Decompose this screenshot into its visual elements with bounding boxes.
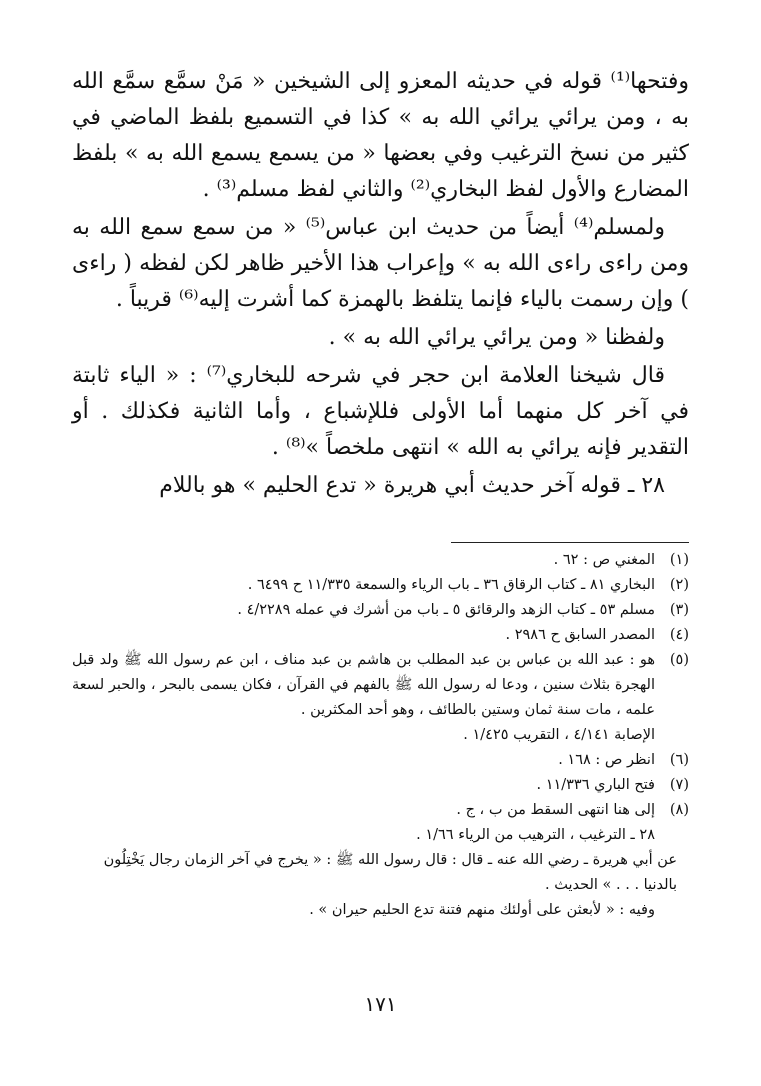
footnote-text: الإصابة ٤/١٤١ ، التقريب ١/٤٢٥ . <box>463 727 655 743</box>
appendix-line-2: وفيه : « لأبعثن على أولئك منهم فتنة تدع الحليم حيران » . <box>309 902 655 918</box>
footnote-number: (٣) <box>669 602 689 618</box>
footnote-number: (٧) <box>669 777 689 793</box>
footnote-text: هو : عبد الله بن عباس بن عبد المطلب بن هاشم بن عبد مناف ، ابن عم رسول الله ﷺ ولد قبل الهجرة بثلاث سنين ، ودعا له رسول الله ﷺ بالفهم في القرآن ، فكان يسمى بالبحر ، والحبر لسعة علمه ، مات سنة ثمان وستين بالطائف ، وهو أحد المكثرين . <box>72 652 655 718</box>
footnote-number: (٦) <box>669 752 689 768</box>
footnote-number: (١) <box>669 552 689 568</box>
appendix-line-1: عن أبي هريرة ـ رضي الله عنه ـ قال : قال رسول الله ﷺ : « يخرج في آخر الزمان رجال يَخْتِلُون بالدنيا . . . » الحديث . <box>103 852 677 893</box>
main-paragraph-4: قال شيخنا العلامة ابن حجر في شرحه للبخاري⁽⁷⁾ : « الياء ثابتة في آخر كل منهما أما الأولى فللإشباع ، وأما الثانية فكذلك . أو التقدير فإنه يرائي به الله » انتهى ملخصاً »⁽⁸⁾ . <box>72 363 689 460</box>
footnote-3 <box>72 598 689 623</box>
footnote-text: المصدر السابق ح ٢٩٨٦ . <box>505 627 655 643</box>
main-paragraph-5: ٢٨ ـ قوله آخر حديث أبي هريرة « تدع الحليم » هو باللام <box>159 473 665 498</box>
footnote-number: (٨) <box>669 802 689 818</box>
main-paragraph-1: وفتحها⁽¹⁾ قوله في حديثه المعزو إلى الشيخين « مَنْ سمَّع سمَّع الله به ، ومن يرائي يرائي الله به » كذا في التسميع بلفظ الماضي في كثير من نسخ الترغيب وفي بعضها « من يسمع يسمع الله به » بلفظ المضارع والأول لفظ البخاري⁽²⁾ والثاني لفظ مسلم⁽³⁾ . <box>72 69 689 202</box>
footnote-6 <box>72 748 689 773</box>
footnote-4 <box>72 623 689 648</box>
footnote-text: إلى هنا انتهى السقط من ب ، ج . <box>456 802 655 818</box>
footnote-8 <box>72 798 689 823</box>
footnote-number: (٥) <box>669 652 689 668</box>
footnote-number: (٤) <box>669 627 689 643</box>
main-paragraph-3: ولفظنا « ومن يرائي يرائي الله به » . <box>328 325 665 350</box>
main-paragraph-2: ولمسلم⁽⁴⁾ أيضاً من حديث ابن عباس⁽⁵⁾ « من سمع سمع الله به ومن راءى راءى الله به » وإعراب هذا الأخير ظاهر لكن لفظه ( راءى ) وإن رسمت بالياء فإنما يتلفظ بالهمزة كما أشرت إليه⁽⁶⁾ قريباً . <box>72 215 689 312</box>
footnote-text: البخاري ٨١ ـ كتاب الرقاق ٣٦ ـ باب الرياء والسمعة ١١/٣٣٥ ح ٦٤٩٩ . <box>247 577 655 593</box>
page-number: ١٧١ <box>364 992 397 1016</box>
main-text <box>72 64 689 506</box>
footnote-separator <box>451 542 689 543</box>
footnote-number: (٢) <box>669 577 689 593</box>
footnote-text: المغني ص : ٦٢ . <box>553 552 655 568</box>
footnote-text: انظر ص : ١٦٨ . <box>558 752 655 768</box>
footnote-2 <box>72 573 689 598</box>
footnote-5-source <box>72 723 689 748</box>
footnote-text: مسلم ٥٣ ـ كتاب الزهد والرقائق ٥ ـ باب من أشرك في عمله ٤/٢٢٨٩ . <box>237 602 655 618</box>
footnote-text: فتح الباري ١١/٣٣٦ . <box>536 777 655 793</box>
footnote-5 <box>72 648 689 723</box>
appendix-heading: ٢٨ ـ الترغيب ، الترهيب من الرياء ١/٦٦ . <box>416 827 655 843</box>
footnote-7 <box>72 773 689 798</box>
footnote-1 <box>72 548 689 573</box>
footnotes <box>72 548 689 923</box>
